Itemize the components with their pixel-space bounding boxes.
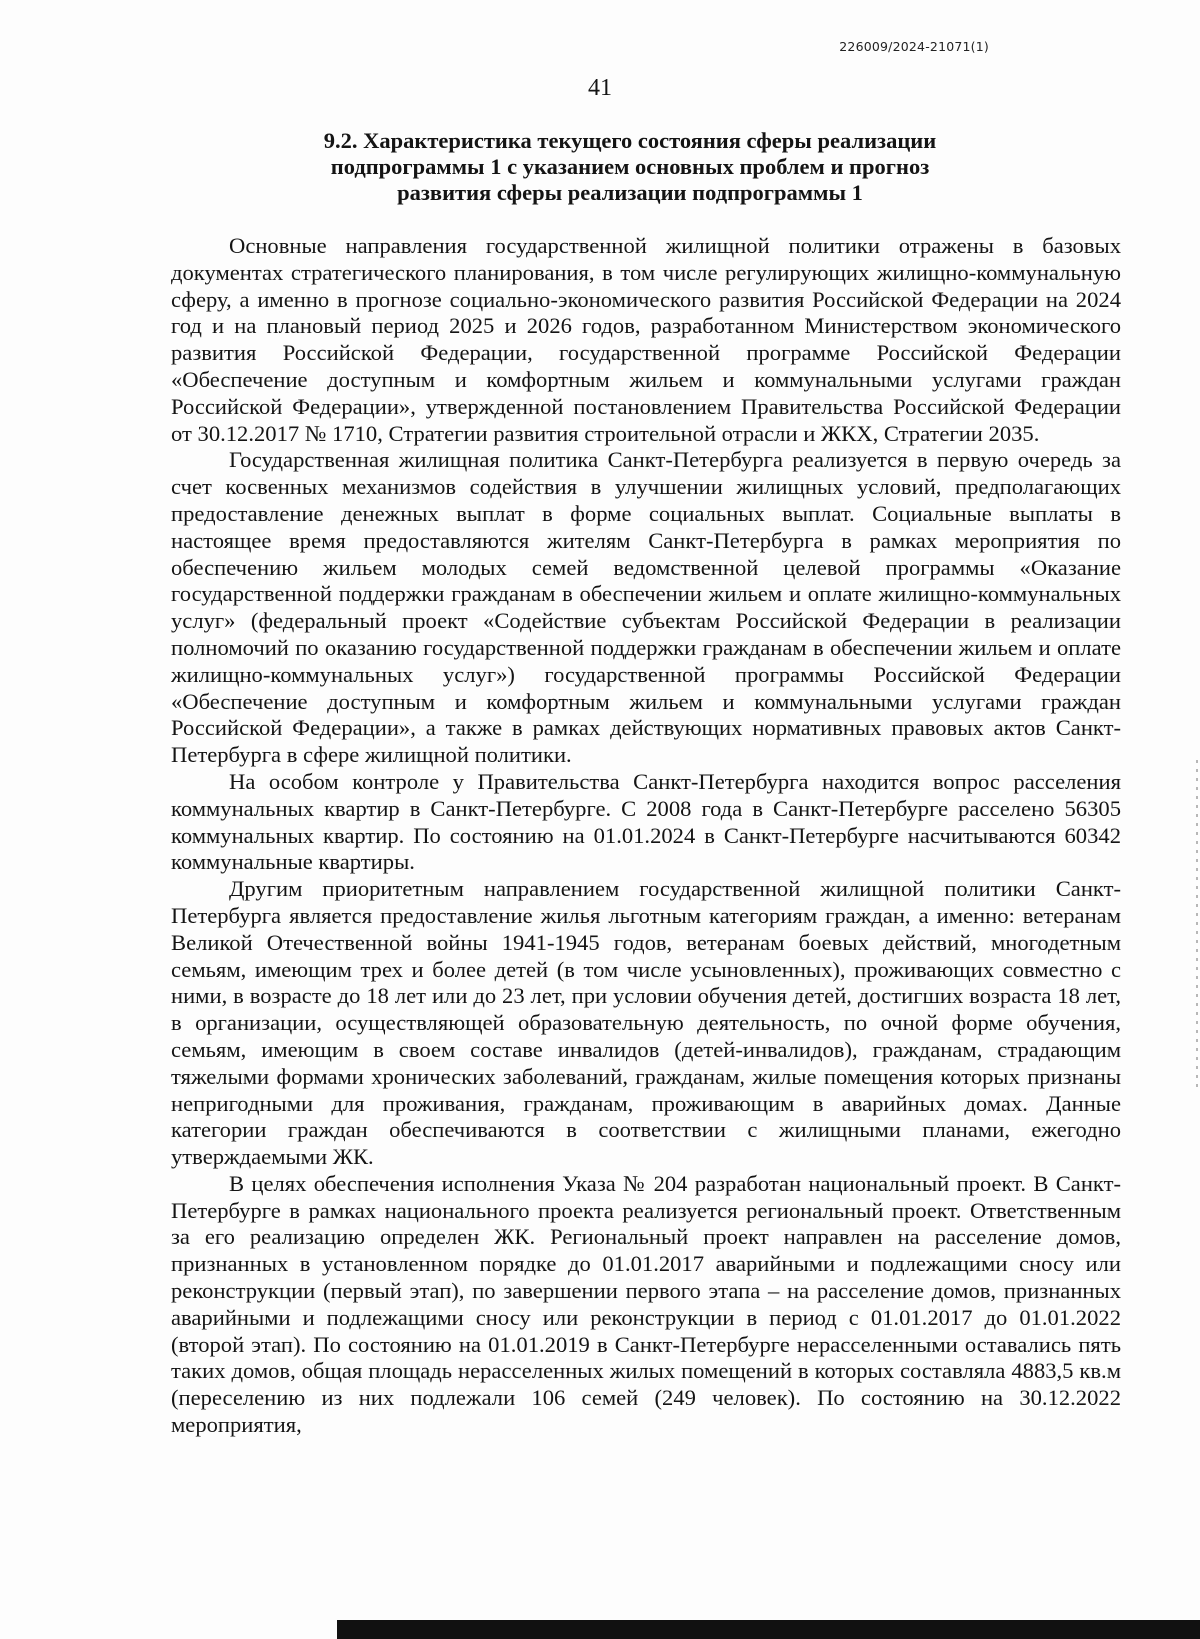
- document-body: [171, 233, 1121, 1439]
- paragraph: В целях обеспечения исполнения Указа № 204 разработан национальный проект. В Санкт-Петербурге в рамках национального проекта реализуется региональный проект. Ответственным за его реализацию определен ЖК. Региональный проект направлен на расселение домов, признанных в установленном порядке до 01.01.2017 аварийными и подлежащими сносу или реконструкции (первый этап), по завершении первого этапа – на расселение домов, признанных аварийными и подлежащими сносу или реконструкции в период с 01.01.2017 до 01.01.2022 (второй этап). По состоянию на 01.01.2019 в Санкт-Петербурге нерасселенными оставались пять таких домов, общая площадь нерасселенных жилых помещений в которых составляла 4883,5 кв.м (переселению из них подлежали 106 семей (249 человек). По состоянию на 30.12.2022 мероприятия,: [171, 1170, 1121, 1438]
- paragraph: Основные направления государственной жилищной политики отражены в базовых документах стратегического планирования, в том числе регулирующих жилищно-коммунальную сферу, а именно в прогнозе социально-экономического развития Российской Федерации на 2024 год и на плановый период 2025 и 2026 годов, разработанном Министерством экономического развития Российской Федерации, государственной программе Российской Федерации «Обеспечение доступным и комфортным жильем и коммунальными услугами граждан Российской Федерации», утвержденной постановлением Правительства Российской Федерации от 30.12.2017 № 1710, Стратегии развития строительной отрасли и ЖКХ, Стратегии 2035.: [171, 233, 1121, 446]
- section-title-line: 9.2. Характеристика текущего состояния сферы реализации: [323, 128, 937, 153]
- page-number: 41: [588, 75, 612, 101]
- section-title-line: развития сферы реализации подпрограммы 1: [397, 180, 863, 205]
- document-id: 226009/2024-21071(1): [839, 39, 989, 54]
- paragraph: Государственная жилищная политика Санкт-Петербурга реализуется в первую очередь за счет косвенных механизмов содействия в улучшении жилищных условий, предполагающих предоставление денежных выплат в форме социальных выплат. Социальные выплаты в настоящее время предоставляются жителям Санкт-Петербурга в рамках мероприятия по обеспечению жильем молодых семей ведомственной целевой программы «Оказание государственной поддержки гражданам в обеспечении жильем и оплате жилищно-коммунальных услуг» (федеральный проект «Содействие субъектам Российской Федерации в реализации полномочий по оказанию государственной поддержки гражданам в обеспечении жильем и оплате жилищно-коммунальных услуг») государственной программы Российской Федерации «Обеспечение доступным и комфортным жильем и коммунальными услугами граждан Российской Федерации», а также в рамках действующих нормативных правовых актов Санкт-Петербурга в сфере жилищной политики.: [171, 447, 1121, 768]
- scan-edge-artifact: [1196, 760, 1198, 1090]
- section-title: [250, 128, 1010, 206]
- section-title-line: подпрограммы 1 с указанием основных проблем и прогноз: [330, 154, 930, 179]
- scan-border-artifact: [337, 1620, 1200, 1639]
- paragraph: На особом контроле у Правительства Санкт-Петербурга находится вопрос расселения коммунальных квартир в Санкт-Петербурге. С 2008 года в Санкт-Петербурге расселено 56305 коммунальных квартир. По состоянию на 01.01.2024 в Санкт-Петербурге насчитываются 60342 коммунальные квартиры.: [171, 768, 1121, 875]
- paragraph: Другим приоритетным направлением государственной жилищной политики Санкт-Петербурга является предоставление жилья льготным категориям граждан, а именно: ветеранам Великой Отечественной войны 1941-1945 годов, ветеранам боевых действий, многодетным семьям, имеющим трех и более детей (в том числе усыновленных), проживающих совместно с ними, в возрасте до 18 лет или до 23 лет, при условии обучения детей, достигших возраста 18 лет, в организации, осуществляющей образовательную деятельность, по очной форме обучения, семьям, имеющим в своем составе инвалидов (детей-инвалидов), гражданам, страдающим тяжелыми формами хронических заболеваний, гражданам, жилые помещения которых признаны непригодными для проживания, гражданам, проживающим в аварийных домах. Данные категории граждан обеспечиваются в соответствии с жилищными планами, ежегодно утверждаемыми ЖК.: [171, 876, 1121, 1170]
